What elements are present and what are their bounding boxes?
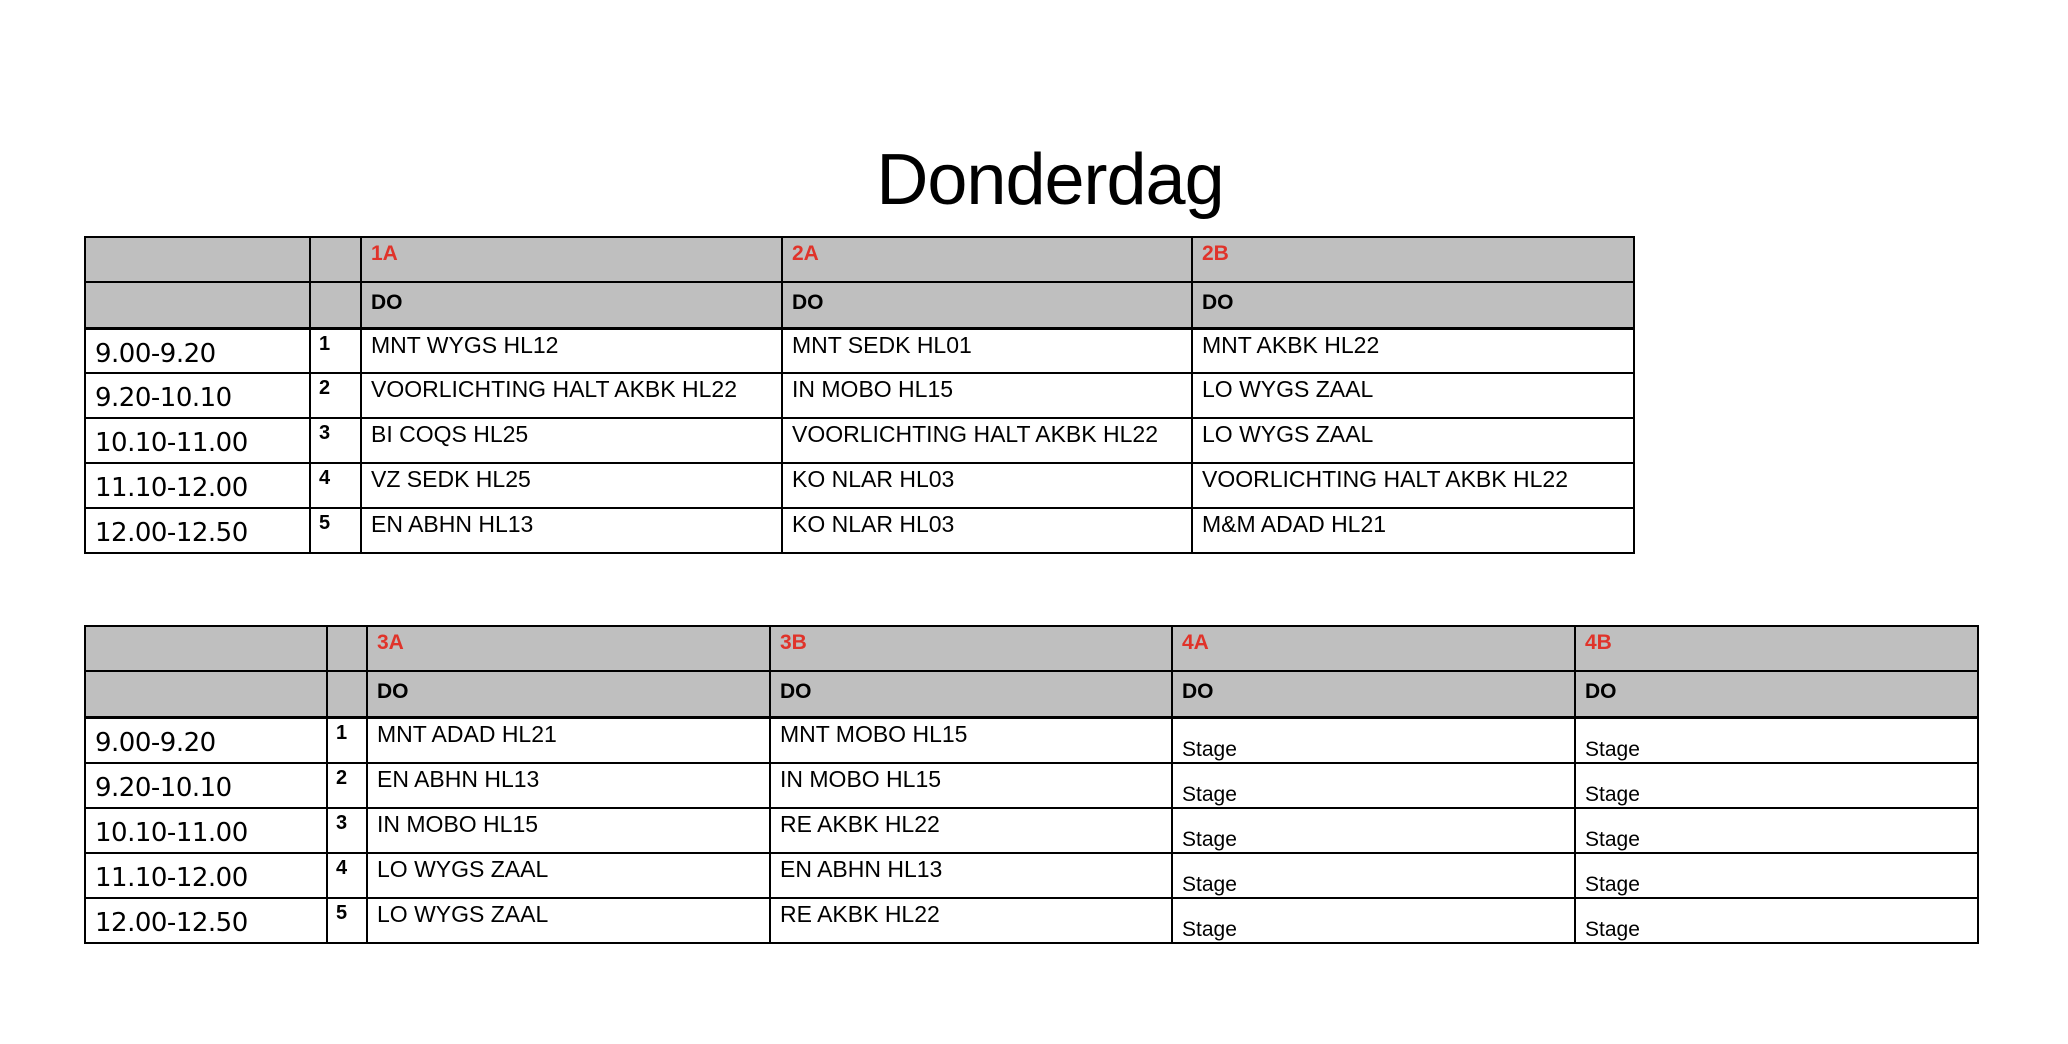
schedule-table-1 bbox=[84, 236, 1635, 554]
lesson-cell bbox=[770, 853, 1172, 898]
lesson-cell bbox=[367, 808, 770, 853]
period-cell bbox=[327, 853, 367, 898]
page-title: Donderdag bbox=[876, 140, 1224, 220]
day-label: DO bbox=[371, 291, 403, 314]
lesson-cell bbox=[1575, 763, 1978, 808]
lesson-cell bbox=[782, 463, 1192, 508]
period-cell bbox=[310, 463, 361, 508]
period-number: 1 bbox=[319, 332, 331, 355]
lesson-text: KO NLAR HL03 bbox=[792, 466, 955, 492]
table-row bbox=[85, 373, 1634, 418]
table-row bbox=[85, 463, 1634, 508]
time-label: 12.00-12.50 bbox=[95, 518, 248, 548]
lesson-cell bbox=[770, 808, 1172, 853]
lesson-cell bbox=[361, 418, 782, 463]
empty-header-cell bbox=[85, 671, 327, 717]
time-cell bbox=[85, 853, 327, 898]
time-cell bbox=[85, 328, 310, 373]
time-cell bbox=[85, 808, 327, 853]
lesson-cell bbox=[782, 328, 1192, 373]
table-row bbox=[85, 328, 1634, 373]
period-number: 1 bbox=[336, 721, 348, 744]
day-label: DO bbox=[377, 680, 409, 703]
class-header-cell bbox=[1172, 626, 1575, 671]
class-header-row bbox=[85, 237, 1634, 282]
table-row bbox=[85, 898, 1978, 943]
lesson-cell bbox=[1172, 898, 1575, 943]
lesson-cell bbox=[1192, 508, 1634, 553]
empty-header-cell bbox=[85, 237, 310, 282]
time-label: 10.10-11.00 bbox=[95, 428, 248, 458]
time-cell bbox=[85, 763, 327, 808]
time-cell bbox=[85, 717, 327, 763]
lesson-cell bbox=[1192, 418, 1634, 463]
lesson-text: MNT MOBO HL15 bbox=[780, 720, 968, 747]
time-cell bbox=[85, 418, 310, 463]
lesson-cell bbox=[361, 373, 782, 418]
table-row bbox=[85, 717, 1978, 763]
day-label: DO bbox=[780, 680, 812, 703]
table-row bbox=[85, 508, 1634, 553]
empty-header-cell bbox=[327, 626, 367, 671]
lesson-cell bbox=[1575, 808, 1978, 853]
lesson-text: Stage bbox=[1182, 917, 1237, 941]
lesson-cell bbox=[782, 373, 1192, 418]
class-header-cell bbox=[770, 626, 1172, 671]
period-cell bbox=[310, 508, 361, 553]
lesson-cell bbox=[1192, 463, 1634, 508]
lesson-cell bbox=[367, 898, 770, 943]
day-header-cell bbox=[1172, 671, 1575, 717]
lesson-cell bbox=[1172, 763, 1575, 808]
lesson-text: VOORLICHTING HALT AKBK HL22 bbox=[1202, 466, 1568, 492]
lesson-cell bbox=[1172, 853, 1575, 898]
period-number: 4 bbox=[336, 856, 348, 879]
lesson-cell bbox=[1575, 717, 1978, 763]
table-row bbox=[85, 808, 1978, 853]
time-label: 10.10-11.00 bbox=[95, 817, 248, 848]
class-header-cell bbox=[1192, 237, 1634, 282]
time-label: 12.00-12.50 bbox=[95, 907, 248, 938]
lesson-cell bbox=[782, 418, 1192, 463]
lesson-text: BI COQS HL25 bbox=[371, 421, 529, 447]
day-header-row bbox=[85, 671, 1978, 717]
schedule-table-2 bbox=[84, 625, 1979, 944]
period-cell bbox=[327, 717, 367, 763]
time-label: 9.00-9.20 bbox=[95, 338, 216, 369]
empty-header-cell bbox=[85, 282, 310, 328]
lesson-cell bbox=[1172, 808, 1575, 853]
empty-header-cell bbox=[310, 237, 361, 282]
lesson-text: EN ABHN HL13 bbox=[377, 765, 540, 792]
period-number: 3 bbox=[319, 422, 331, 444]
lesson-text: IN MOBO HL15 bbox=[780, 765, 942, 792]
class-header-cell bbox=[782, 237, 1192, 282]
period-cell bbox=[310, 373, 361, 418]
lesson-text: M&M ADAD HL21 bbox=[1202, 511, 1387, 537]
lesson-text: EN ABHN HL13 bbox=[371, 511, 534, 537]
lesson-cell bbox=[770, 763, 1172, 808]
time-cell bbox=[85, 373, 310, 418]
lesson-cell bbox=[361, 463, 782, 508]
period-cell bbox=[327, 808, 367, 853]
day-header-cell bbox=[361, 282, 782, 328]
lesson-cell bbox=[367, 763, 770, 808]
period-cell bbox=[310, 328, 361, 373]
lesson-text: VOORLICHTING HALT AKBK HL22 bbox=[371, 376, 737, 402]
day-header-cell bbox=[770, 671, 1172, 717]
period-number: 5 bbox=[336, 901, 348, 924]
lesson-text: Stage bbox=[1182, 737, 1237, 761]
day-header-cell bbox=[1575, 671, 1978, 717]
class-label: 1A bbox=[371, 242, 398, 265]
empty-header-cell bbox=[310, 282, 361, 328]
period-cell bbox=[327, 898, 367, 943]
class-header-cell bbox=[367, 626, 770, 671]
lesson-text: VZ SEDK HL25 bbox=[371, 466, 531, 492]
period-number: 4 bbox=[319, 467, 331, 489]
lesson-text: Stage bbox=[1182, 872, 1237, 896]
lesson-cell bbox=[770, 717, 1172, 763]
lesson-cell bbox=[1192, 373, 1634, 418]
period-cell bbox=[327, 763, 367, 808]
time-cell bbox=[85, 508, 310, 553]
empty-header-cell bbox=[327, 671, 367, 717]
table-row bbox=[85, 418, 1634, 463]
lesson-text: VOORLICHTING HALT AKBK HL22 bbox=[792, 421, 1158, 447]
lesson-cell bbox=[1172, 717, 1575, 763]
lesson-cell bbox=[1192, 328, 1634, 373]
lesson-text: Stage bbox=[1585, 737, 1640, 761]
lesson-text: IN MOBO HL15 bbox=[792, 376, 954, 402]
day-label: DO bbox=[1585, 680, 1617, 703]
lesson-cell bbox=[1575, 853, 1978, 898]
time-label: 9.20-10.10 bbox=[95, 772, 232, 803]
class-label: 3A bbox=[377, 631, 404, 654]
period-number: 2 bbox=[319, 377, 331, 399]
lesson-text: MNT AKBK HL22 bbox=[1202, 331, 1380, 358]
day-header-row bbox=[85, 282, 1634, 328]
lesson-text: Stage bbox=[1182, 782, 1237, 806]
time-label: 11.10-12.00 bbox=[95, 473, 248, 503]
class-label: 4A bbox=[1182, 631, 1209, 654]
lesson-cell bbox=[770, 898, 1172, 943]
lesson-text: MNT SEDK HL01 bbox=[792, 331, 972, 358]
day-label: DO bbox=[1182, 680, 1214, 703]
class-header-row bbox=[85, 626, 1978, 671]
time-label: 11.10-12.00 bbox=[95, 862, 248, 893]
lesson-cell bbox=[367, 853, 770, 898]
period-number: 5 bbox=[319, 512, 331, 534]
day-header-cell bbox=[782, 282, 1192, 328]
class-label: 4B bbox=[1585, 631, 1612, 654]
time-cell bbox=[85, 463, 310, 508]
lesson-text: EN ABHN HL13 bbox=[780, 855, 943, 882]
class-header-cell bbox=[1575, 626, 1978, 671]
day-label: DO bbox=[792, 291, 824, 314]
empty-header-cell bbox=[85, 626, 327, 671]
lesson-text: MNT WYGS HL12 bbox=[371, 331, 559, 358]
table-row bbox=[85, 763, 1978, 808]
lesson-text: LO WYGS ZAAL bbox=[377, 855, 549, 882]
table-row bbox=[85, 853, 1978, 898]
period-number: 3 bbox=[336, 811, 348, 834]
day-label: DO bbox=[1202, 291, 1234, 314]
lesson-text: LO WYGS ZAAL bbox=[1202, 421, 1374, 447]
day-header-cell bbox=[367, 671, 770, 717]
lesson-text: Stage bbox=[1585, 872, 1640, 896]
lesson-text: LO WYGS ZAAL bbox=[377, 900, 549, 927]
class-header-cell bbox=[361, 237, 782, 282]
class-label: 3B bbox=[780, 631, 807, 654]
lesson-cell bbox=[361, 328, 782, 373]
lesson-text: Stage bbox=[1585, 917, 1640, 941]
lesson-text: Stage bbox=[1585, 827, 1640, 851]
lesson-cell bbox=[367, 717, 770, 763]
lesson-text: Stage bbox=[1182, 827, 1237, 851]
lesson-text: RE AKBK HL22 bbox=[780, 810, 940, 837]
time-label: 9.00-9.20 bbox=[95, 727, 216, 758]
lesson-cell bbox=[361, 508, 782, 553]
lesson-text: Stage bbox=[1585, 782, 1640, 806]
class-label: 2A bbox=[792, 242, 819, 265]
lesson-cell bbox=[782, 508, 1192, 553]
period-number: 2 bbox=[336, 766, 348, 789]
time-label: 9.20-10.10 bbox=[95, 383, 232, 413]
class-label: 2B bbox=[1202, 242, 1229, 265]
lesson-cell bbox=[1575, 898, 1978, 943]
lesson-text: LO WYGS ZAAL bbox=[1202, 376, 1374, 402]
lesson-text: KO NLAR HL03 bbox=[792, 511, 955, 537]
day-header-cell bbox=[1192, 282, 1634, 328]
period-cell bbox=[310, 418, 361, 463]
lesson-text: MNT ADAD HL21 bbox=[377, 720, 557, 747]
time-cell bbox=[85, 898, 327, 943]
lesson-text: RE AKBK HL22 bbox=[780, 900, 940, 927]
lesson-text: IN MOBO HL15 bbox=[377, 810, 539, 837]
